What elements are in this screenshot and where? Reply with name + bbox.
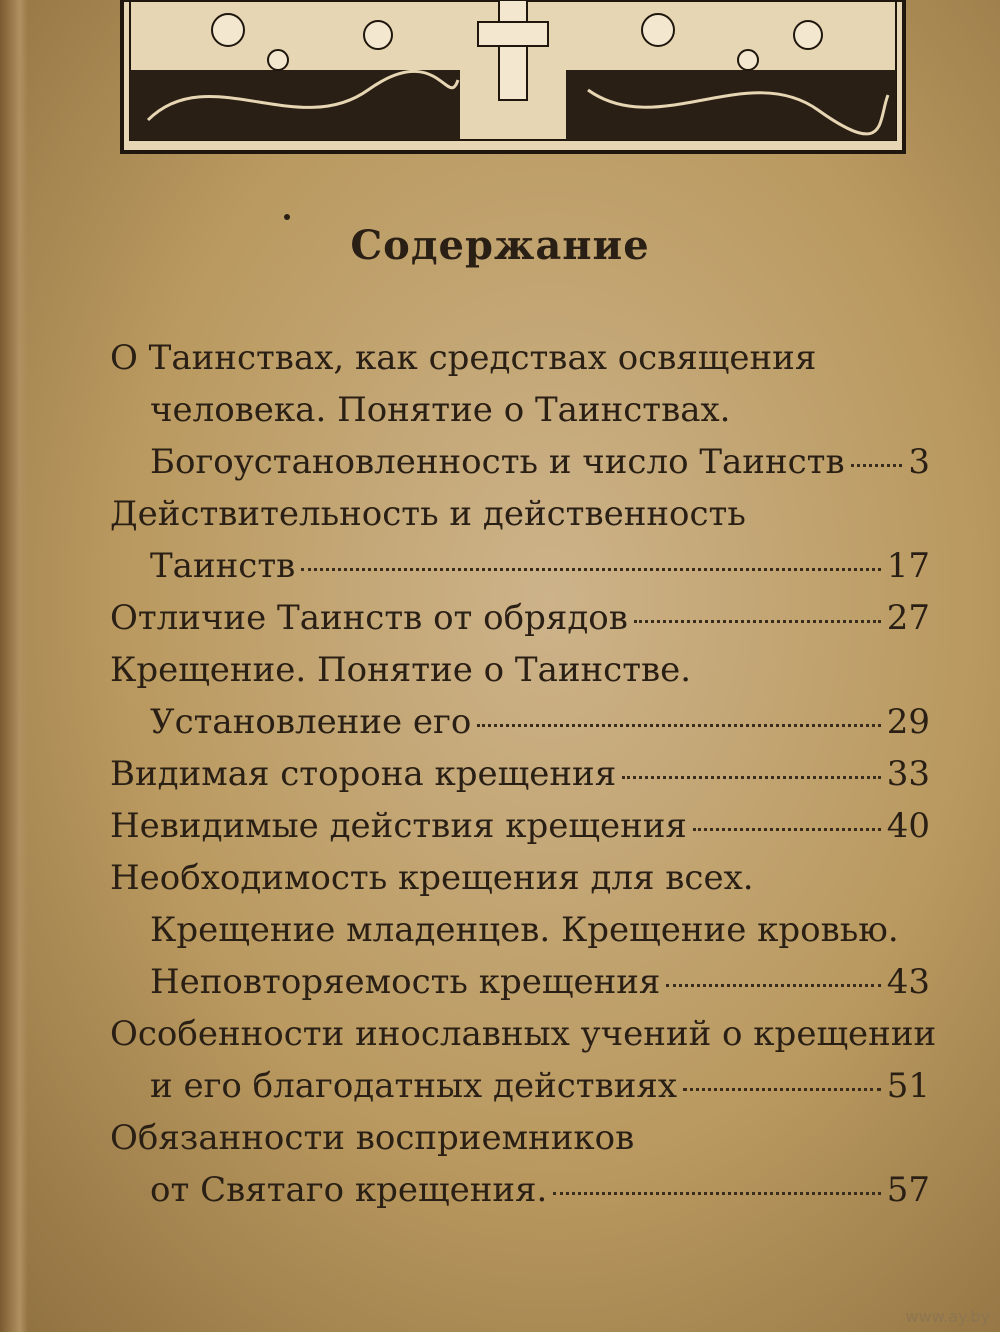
toc-entry-text: и его благодатных действиях — [150, 1066, 678, 1106]
page-number: 43 — [886, 962, 930, 1002]
page-number: 3 — [908, 442, 930, 482]
toc-entry-text: О Таинствах, как средствах освящения — [110, 338, 817, 378]
toc-entry-text: Таинств — [150, 546, 296, 586]
toc-entry-text: от Святаго крещения. — [150, 1170, 548, 1210]
dot-leader — [634, 620, 881, 623]
page-number: 29 — [886, 702, 930, 742]
toc-entry-text: Действительность и действенность — [110, 494, 746, 534]
dot-leader — [301, 568, 880, 571]
toc-entry-text: Установление его — [150, 702, 472, 742]
toc-entry-text: Крещение. Понятие о Таинстве. — [110, 650, 692, 690]
dot-leader — [622, 776, 881, 779]
toc-entry-last-line — [150, 546, 930, 586]
toc-entry-text: Видимая сторона крещения — [110, 754, 617, 794]
toc-entry-text: Обязанности восприемников — [110, 1118, 635, 1158]
toc-entry-text: Богоустановленность и число Таинств — [150, 442, 845, 482]
toc-entry-text: Отличие Таинств от обрядов — [110, 598, 628, 638]
toc-entry-text: Неповторяемость крещения — [150, 962, 661, 1002]
page-number: 51 — [886, 1066, 930, 1106]
page-number: 33 — [886, 754, 930, 794]
toc-entry-last-line — [110, 598, 930, 638]
toc-entry-text: Крещение младенцев. Крещение кровью. — [150, 910, 899, 950]
watermark: www.ay.by — [905, 1307, 990, 1326]
page-number: 57 — [886, 1170, 930, 1210]
toc-entry-text: Невидимые действия крещения — [110, 806, 687, 846]
toc-entry-text: человека. Понятие о Таинствах. — [150, 390, 731, 430]
dot-leader — [553, 1192, 880, 1195]
page-number: 17 — [886, 546, 930, 586]
toc-entry-text: Особенности инославных учений о крещении — [110, 1014, 937, 1054]
toc-entry-last-line — [150, 1170, 930, 1210]
toc-entry-last-line — [110, 806, 930, 846]
toc-entry-last-line — [150, 962, 930, 1002]
page-title: Содержание — [350, 222, 650, 269]
toc-entry-last-line — [150, 442, 930, 482]
dot-leader — [683, 1088, 881, 1091]
page-number: 40 — [886, 806, 930, 846]
toc-entry-last-line — [150, 1066, 930, 1106]
dot-leader — [666, 984, 880, 987]
dot-leader — [477, 724, 880, 727]
toc-entry-last-line — [110, 754, 930, 794]
page-number: 27 — [886, 598, 930, 638]
dot-leader — [693, 828, 881, 831]
dot-leader — [851, 464, 903, 467]
toc-entry-last-line — [150, 702, 930, 742]
toc-entry-text: Необходимость крещения для всех. — [110, 858, 754, 898]
